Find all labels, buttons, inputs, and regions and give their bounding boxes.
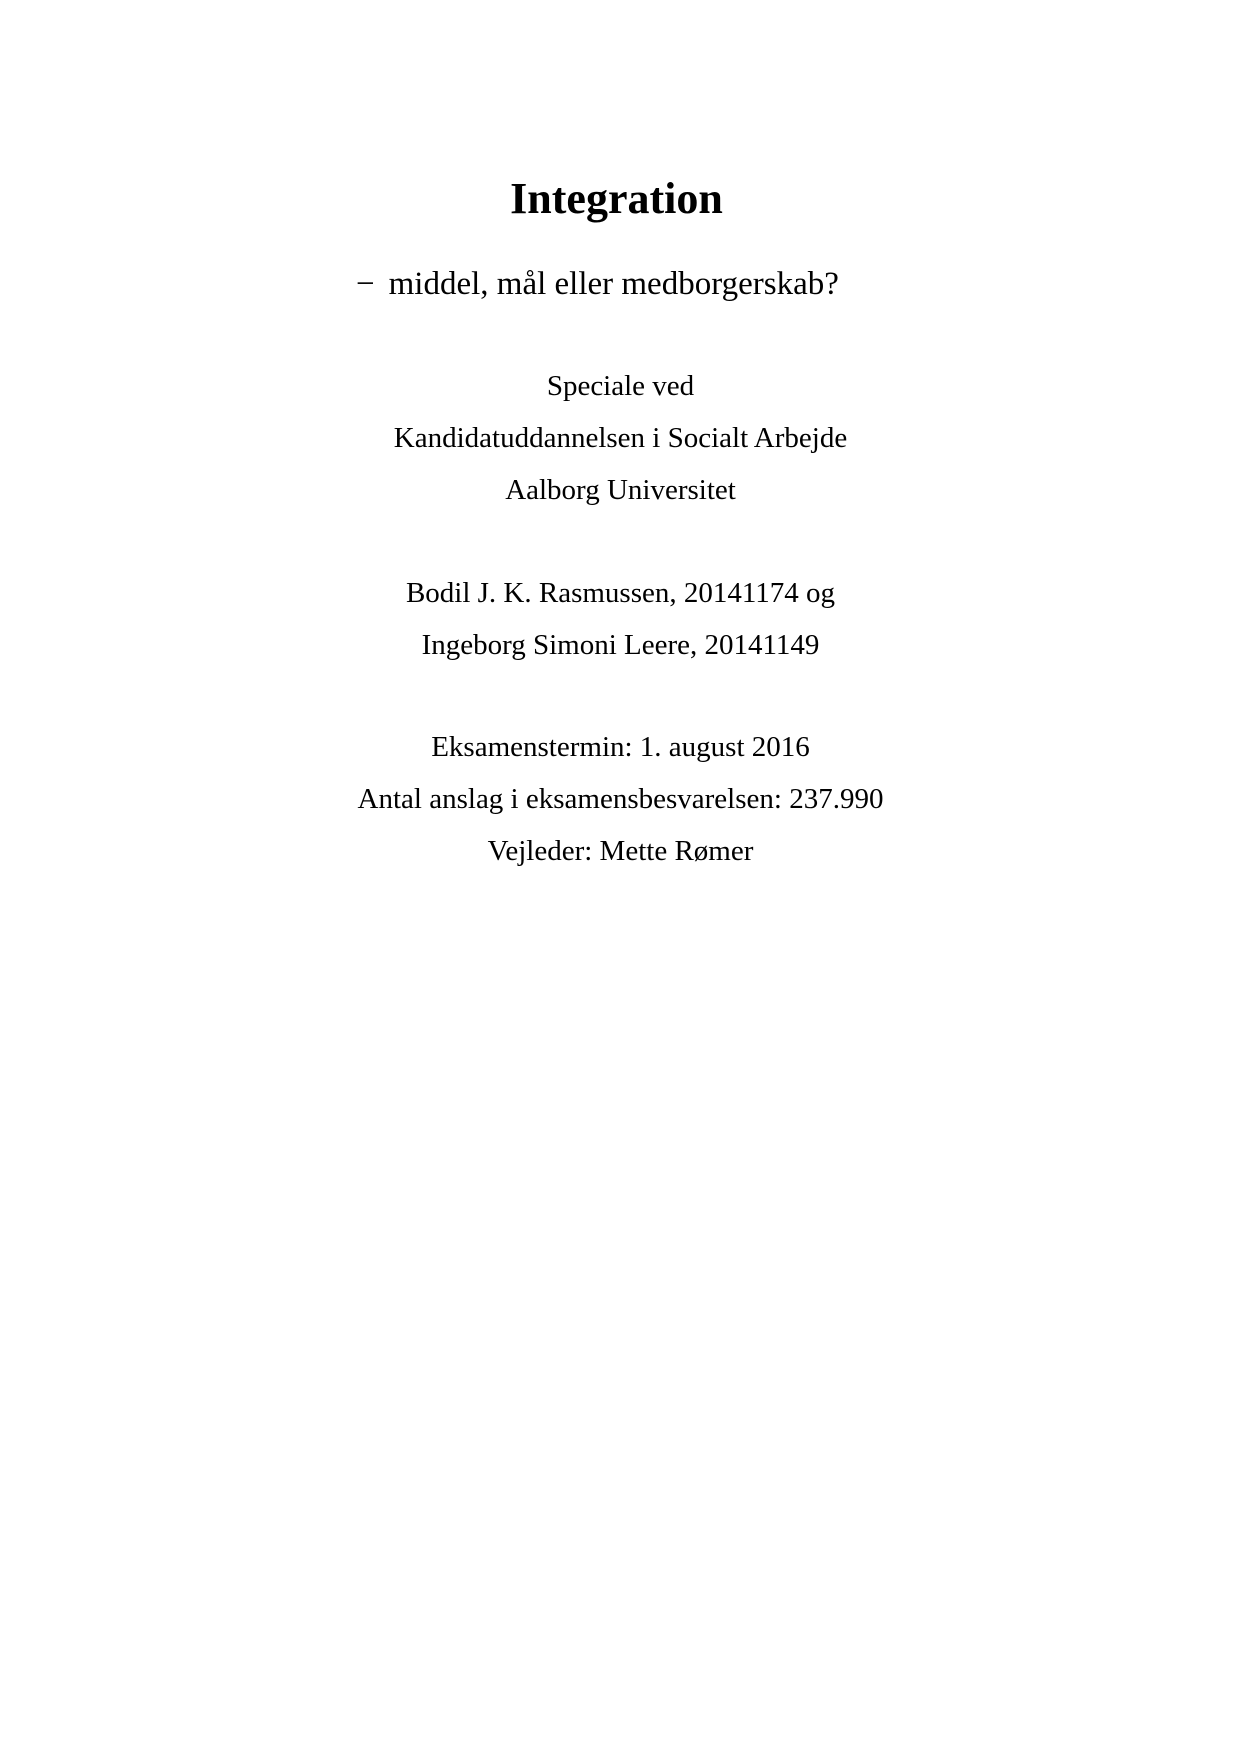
author-1: Bodil J. K. Rasmussen, 20141174 og <box>405 577 836 609</box>
institution-line-2: Kandidatuddannelsen i Socialt Arbejde <box>393 422 848 454</box>
institution-line-1: Speciale ved <box>546 370 695 402</box>
subtitle-dash: − <box>356 266 375 302</box>
exam-term: Eksamenstermin: 1. august 2016 <box>431 731 810 763</box>
supervisor: Vejleder: Mette Rømer <box>487 835 754 867</box>
subtitle-text: middel, mål eller medborgerskab? <box>388 266 839 302</box>
author-2: Ingeborg Simoni Leere, 20141149 <box>421 629 820 661</box>
document-title <box>0 174 1237 224</box>
document-subtitle <box>356 264 839 304</box>
institution-line-3: Aalborg Universitet <box>505 474 736 506</box>
character-count: Antal anslag i eksamensbesvarelsen: 237.990 <box>357 783 884 815</box>
document-title-text: Integration <box>510 174 723 223</box>
